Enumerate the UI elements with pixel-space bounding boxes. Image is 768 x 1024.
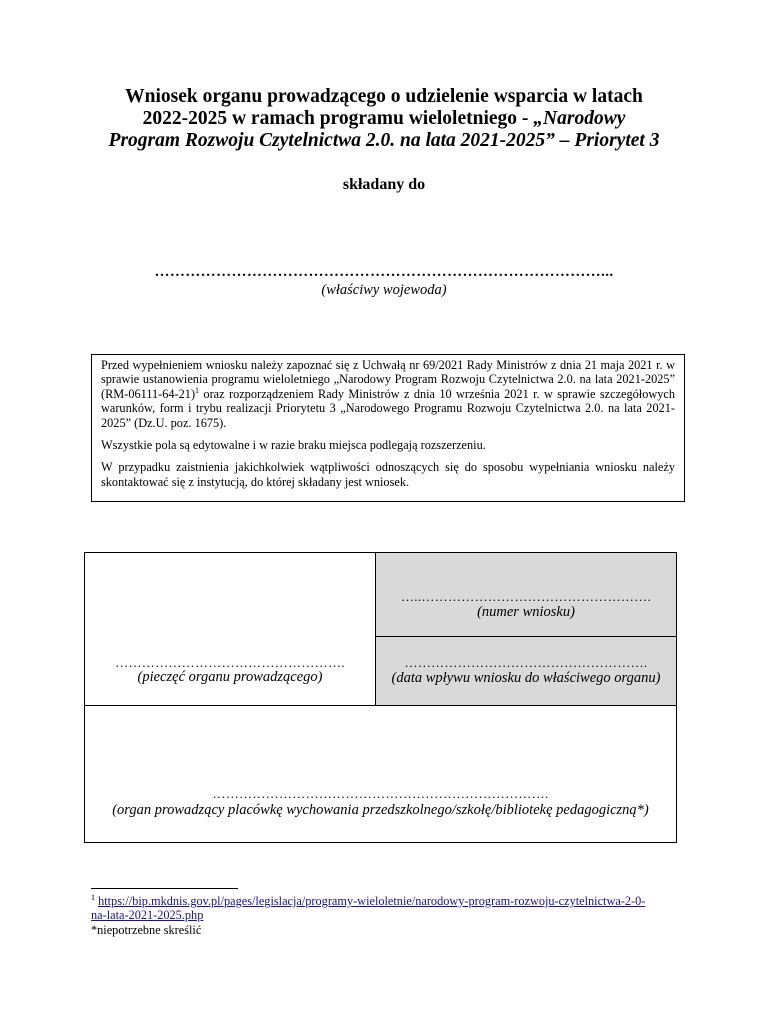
document-title <box>60 86 708 152</box>
application-number-dots: …..……………………………………………. <box>400 589 652 604</box>
footnote-link-line-1[interactable]: https://bip.mkdnis.gov.pl/pages/legislacja/programy-wieloletnie/narodowy-program-rozwoju-czytelnictwa-2-0- <box>98 894 646 908</box>
receipt-date-cell[interactable] <box>376 637 676 706</box>
title-line-2-italic: „Narodowy <box>533 108 626 129</box>
stamp-label: (pieczęć organu prowadzącego) <box>137 669 323 685</box>
governing-body-dots: …………………………………………………………………. <box>212 786 549 801</box>
title-line-3: Program Rozwoju Czytelnictwa 2.0. na lata 2021-2025” – Priorytet 3 <box>108 130 660 151</box>
title-line-2 <box>60 108 708 130</box>
instructions-text-a: Przed wypełnieniem wniosku należy zapoznać się z Uchwałą nr 69/2021 Rady Ministrów z dnia 21 maja 2021 r. w sprawie ustanowienia programu wieloletniego „Narodowy Program Rozwoju Czytelnictwa 2.0. na lata 2021-2025” (RM-06111-64-21) <box>101 358 675 401</box>
application-number-label: (numer wniosku) <box>477 604 575 620</box>
instructions-box <box>91 354 685 502</box>
instructions-paragraph-1 <box>101 358 675 430</box>
title-line-2-plain: 2022-2025 w ramach programu wieloletniego - <box>142 108 534 129</box>
instructions-paragraph-3: W przypadku zaistnienia jakichkolwiek wątpliwości odnoszących się do sposobu wypełniania wniosku należy skontaktować się z instytucją, do której składany jest wniosek. <box>101 460 675 489</box>
title-line-1: Wniosek organu prowadzącego o udzielenie wsparcia w latach <box>125 86 643 107</box>
application-form-table <box>84 552 677 843</box>
footnote-reference: 1 <box>195 385 200 395</box>
stamp-dots: ……………………………………………. <box>115 655 345 670</box>
footnote-strike-note: *niepotrzebne skreślić <box>91 923 202 937</box>
voivode-field[interactable]: ……………………………………………………………………………... <box>154 264 614 280</box>
footnote-separator <box>91 888 238 889</box>
stamp-cell[interactable] <box>85 553 376 706</box>
footnote-1 <box>91 894 691 923</box>
footnote-marker: 1 <box>91 892 95 902</box>
voivode-label: (właściwy wojewoda) <box>321 282 447 298</box>
instructions-text-b: oraz rozporządzeniem Rady Ministrów z dnia 10 września 2021 r. w sprawie szczegółowych warunków, form i trybu realizacji Priorytetu 3 „Narodowego Programu Rozwoju Czytelnictwa 2.0. na lata 2021-2025” (Dz.U. poz. 1675). <box>101 386 675 430</box>
instructions-paragraph-2: Wszystkie pola są edytowalne i w razie braku miejsca podlegają rozszerzeniu. <box>101 438 486 453</box>
footnote-link-line-2[interactable]: na-lata-2021-2025.php <box>91 908 204 923</box>
governing-body-cell[interactable] <box>85 706 676 842</box>
application-number-cell[interactable] <box>376 553 676 637</box>
receipt-date-label: (data wpływu wniosku do właściwego organu) <box>391 670 661 686</box>
submitted-to-label: składany do <box>342 176 426 193</box>
governing-body-label: (organ prowadzący placówkę wychowania przedszkolnego/szkołę/bibliotekę pedagogiczną*) <box>112 802 649 818</box>
receipt-date-dots: ………………………………………………. <box>404 655 648 670</box>
